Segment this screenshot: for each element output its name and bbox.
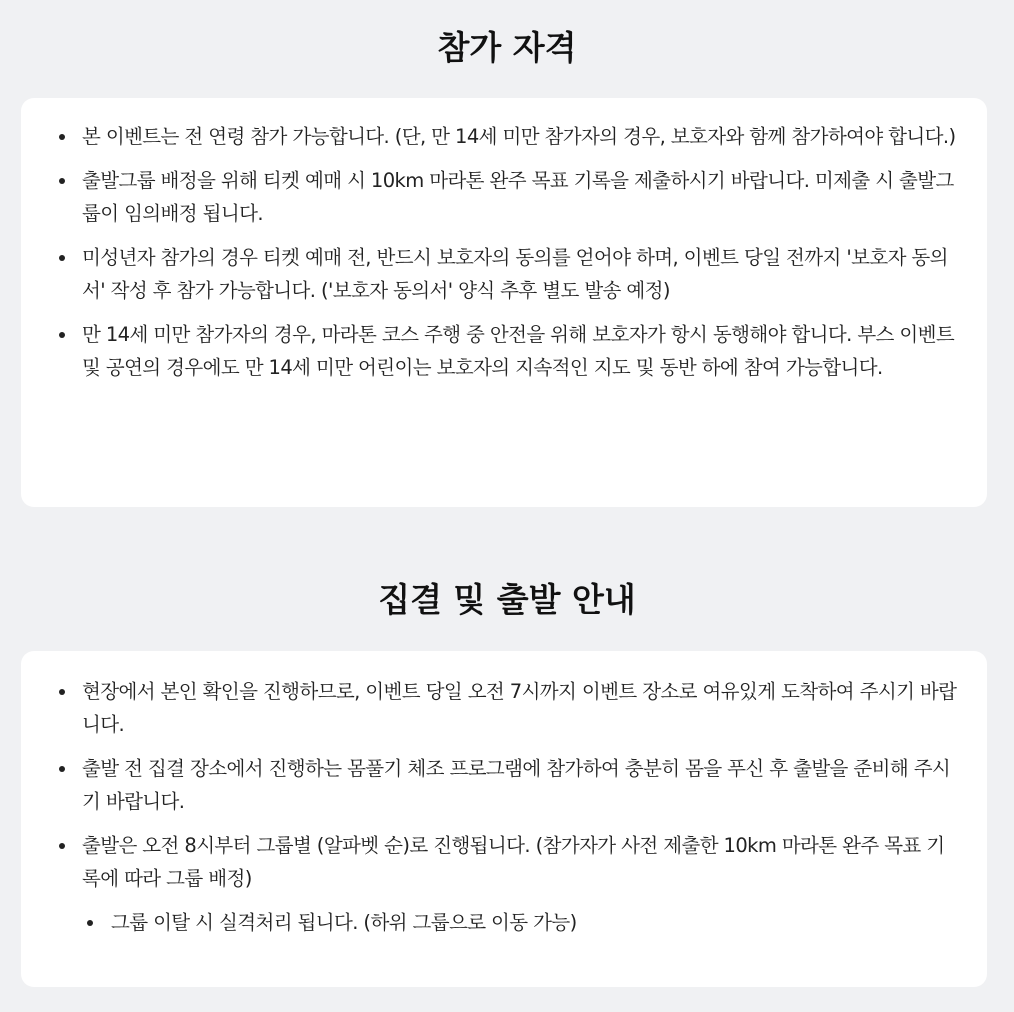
list-item — [21, 675, 987, 741]
list-item — [21, 752, 987, 818]
eligibility-card — [21, 98, 987, 507]
bullet-icon — [59, 134, 65, 140]
list-item — [21, 164, 987, 230]
list-item-text: 미성년자 참가의 경우 티켓 예매 전, 반드시 보호자의 동의를 얻어야 하며, 이벤트 당일 전까지 '보호자 동의서' 작성 후 참가 가능합니다. ('보호자 동의서' 양식 추후 별도 발송 예정) — [82, 246, 948, 302]
list-item-text: 출발은 오전 8시부터 그룹별 (알파벳 순)로 진행됩니다. (참가자가 사전 제출한 10km 마라톤 완주 목표 기록에 따라 그룹 배정) — [82, 834, 945, 890]
bullet-icon — [87, 920, 93, 926]
bullet-icon — [59, 689, 65, 695]
list-item-text: 출발그룹 배정을 위해 티켓 예매 시 10km 마라톤 완주 목표 기록을 제출하시기 바랍니다. 미제출 시 출발그룹이 임의배정 됩니다. — [82, 169, 954, 225]
sub-list-item — [21, 906, 987, 939]
eligibility-list — [21, 120, 987, 384]
bullet-icon — [59, 255, 65, 261]
bullet-icon — [59, 843, 65, 849]
list-item — [21, 829, 987, 895]
list-item — [21, 318, 987, 384]
bullet-icon — [59, 766, 65, 772]
assembly-list — [21, 675, 987, 939]
list-item — [21, 241, 987, 307]
list-item — [21, 120, 987, 153]
bullet-icon — [59, 332, 65, 338]
list-item-text: 출발 전 집결 장소에서 진행하는 몸풀기 체조 프로그램에 참가하여 충분히 몸을 푸신 후 출발을 준비해 주시기 바랍니다. — [82, 757, 951, 813]
list-item-text: 본 이벤트는 전 연령 참가 가능합니다. (단, 만 14세 미만 참가자의 경우, 보호자와 함께 참가하여야 합니다.) — [82, 125, 956, 148]
assembly-card — [21, 651, 987, 987]
section-title-eligibility: 참가 자격 — [437, 28, 577, 67]
section-title-assembly: 집결 및 출발 안내 — [378, 580, 636, 619]
list-item-text: 현장에서 본인 확인을 진행하므로, 이벤트 당일 오전 7시까지 이벤트 장소로 여유있게 도착하여 주시기 바랍니다. — [82, 680, 957, 736]
list-item-text: 만 14세 미만 참가자의 경우, 마라톤 코스 주행 중 안전을 위해 보호자가 항시 동행해야 합니다. 부스 이벤트 및 공연의 경우에도 만 14세 미만 어린이는 보호자의 지속적인 지도 및 동반 하에 참여 가능합니다. — [82, 323, 955, 379]
sub-list-item-text: 그룹 이탈 시 실격처리 됩니다. (하위 그룹으로 이동 가능) — [111, 911, 577, 934]
bullet-icon — [59, 178, 65, 184]
